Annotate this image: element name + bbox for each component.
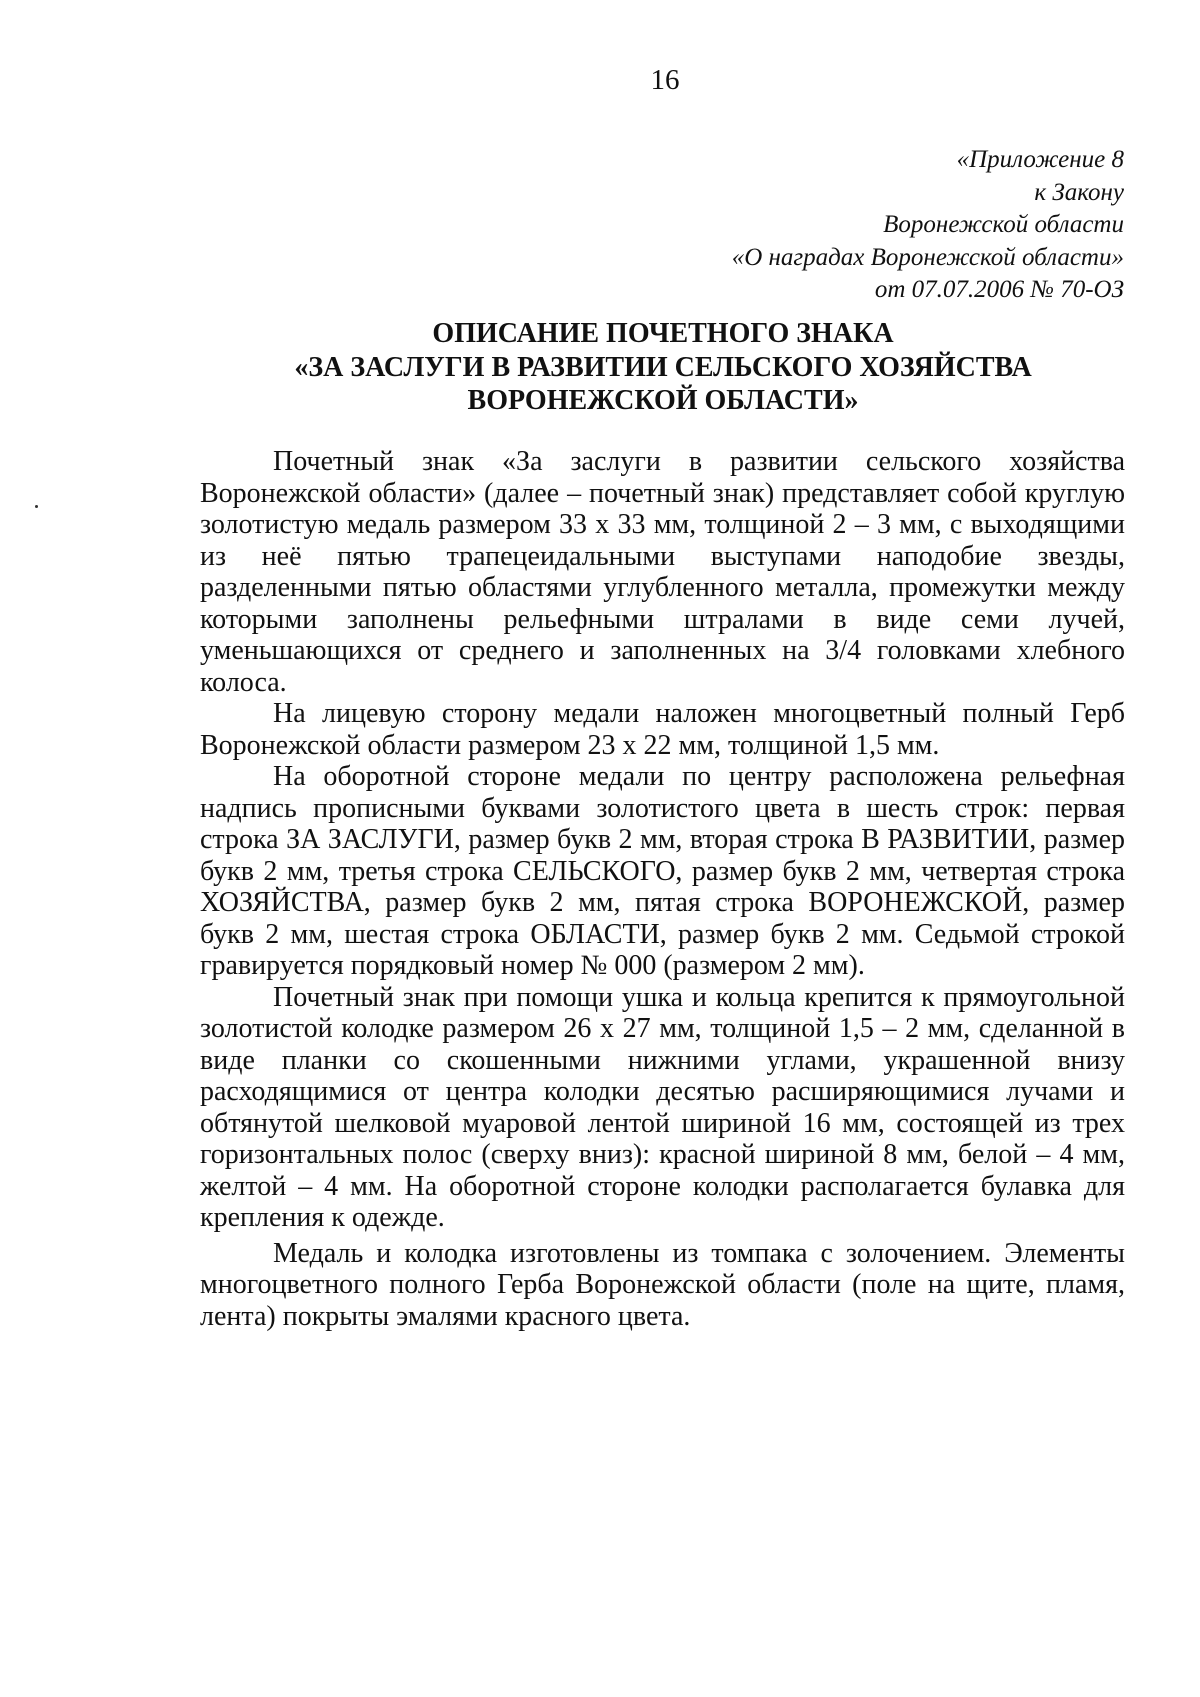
body-paragraph: Медаль и колодка изготовлены из томпака с золочением. Элементы многоцветного полного Герба Воронежской области (поле на щите, пламя, лента) покрыты эмалями красного цвета. (200, 1237, 1125, 1332)
title-line: ОПИСАНИЕ ПОЧЕТНОГО ЗНАКА (432, 318, 894, 349)
page-number: 16 (650, 64, 680, 96)
appendix-reference (732, 144, 1124, 307)
body-paragraph: На лицевую сторону медали наложен многоцветный полный Герб Воронежской области размером 23 х 22 мм, толщиной 1,5 мм. (200, 698, 1125, 761)
title-line: «ЗА ЗАСЛУГИ В РАЗВИТИИ СЕЛЬСКОГО ХОЗЯЙСТВА (294, 351, 1032, 383)
body-paragraph: Почетный знак при помощи ушка и кольца крепится к прямоугольной золотистой колодке размером 26 х 27 мм, толщиной 1,5 – 2 мм, сделанной в виде планки со скошенными нижними углами, украшенной внизу расходящимися от центра колодки десятью расширяющимися лучами и обтянутой шелковой муаровой лентой шириной 16 мм, состоящей из трех горизонтальных полос (сверху вниз): красной шириной 8 мм, белой – 4 мм, желтой – 4 мм. На оборотной стороне колодки располагается булавка для крепления к одежде. (200, 981, 1125, 1233)
body-paragraph: На оборотной стороне медали по центру расположена рельефная надпись прописными буквами золотистого цвета в шесть строк: первая строка ЗА ЗАСЛУГИ, размер букв 2 мм, вторая строка В РАЗВИТИИ, размер букв 2 мм, третья строка СЕЛЬСКОГО, размер букв 2 мм, четвертая строка ХОЗЯЙСТВА, размер букв 2 мм, пятая строка ВОРОНЕЖСКОЙ, размер букв 2 мм, шестая строка ОБЛАСТИ, размер букв 2 мм. Седьмой строкой гравируется порядковый номер № 000 (размером 2 мм). (200, 761, 1125, 981)
document-body (200, 446, 1125, 1332)
appendix-line: «О наградах Воронежской области» (731, 243, 1124, 271)
body-paragraph: Почетный знак «За заслуги в развитии сельского хозяйства Воронежской области» (далее – почетный знак) представляет собой круглую золотистую медаль размером 33 х 33 мм, толщиной 2 – 3 мм, с выходящими из неё пятью трапецеидальными выступами наподобие звезды, разделенными пятью областями углубленного металла, промежутки между которыми заполнены рельефными штралами в виде семи лучей, уменьшающихся от среднего и заполненных на 3/4 головками хлебного колоса. (200, 446, 1125, 698)
appendix-line: от 07.07.2006 № 70-ОЗ (874, 276, 1124, 303)
scan-speck (35, 505, 38, 508)
document-title (200, 317, 1126, 418)
appendix-line: к Закону (1034, 178, 1124, 206)
appendix-line: «Приложение 8 (956, 146, 1124, 173)
title-line: ВОРОНЕЖСКОЙ ОБЛАСТИ» (467, 385, 859, 416)
appendix-line: Воронежской области (883, 211, 1124, 238)
